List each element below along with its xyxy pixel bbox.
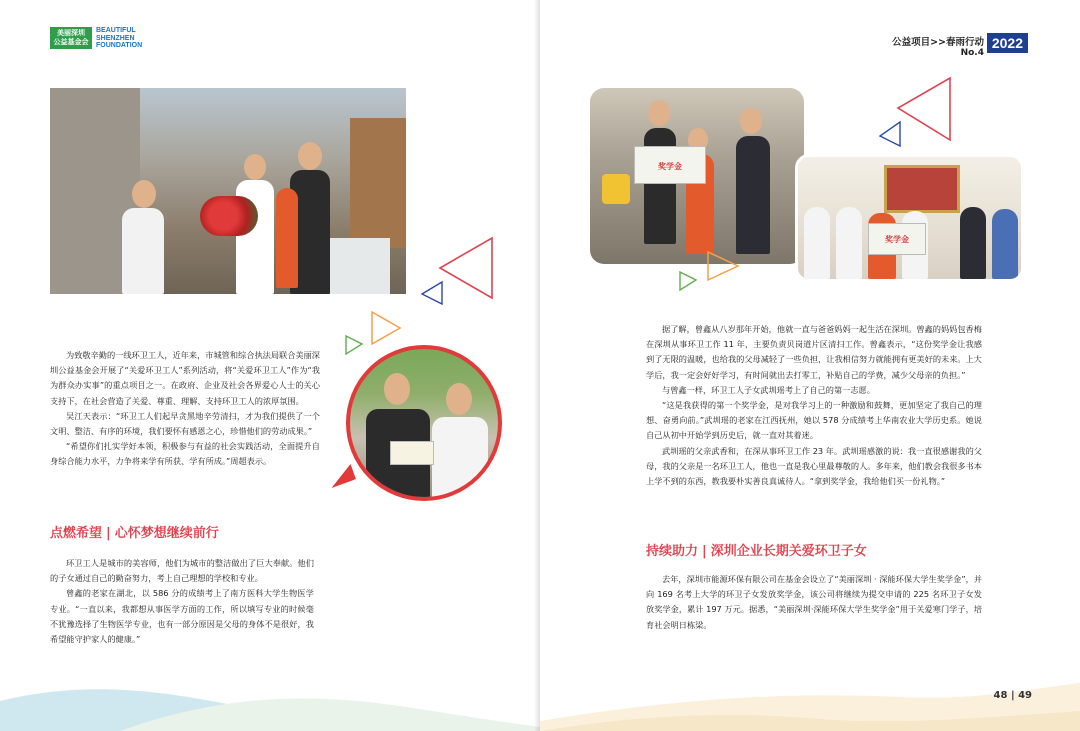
header-breadcrumb [892, 34, 984, 58]
award-board-label: 奖学金 [658, 162, 682, 171]
right-text-block-2 [646, 572, 982, 633]
photo-person [736, 136, 770, 254]
photo-certificate [390, 441, 434, 465]
photo-washing-machine [330, 238, 390, 294]
paragraph: 曾鑫的老家在湖北，以 586 分的成绩考上了南方医科大学生物医学专业。“一直以来，我都想从事医学方面的工作，所以填写专业的时候毫不犹豫选择了生物医学专业，也有一部分原因是父母的身体不是很好，我希望能守护家人的健康。” [50, 588, 314, 645]
foundation-logo [50, 27, 142, 50]
section-title-hope [50, 522, 219, 541]
paragraph: 武圳瑶的父亲武香和，在深从事环卫工作 23 年。武圳瑶感激的说：我一直很感谢我的父母，我的父亲是一名环卫工人，他也一直是我心里最尊敬的人。多年来，他们教会我很多书本上学不到的东西，教我要朴实善良真诚待人。“拿到奖学金，我给他们买一份礼物。” [646, 445, 982, 487]
photo-person [836, 207, 862, 279]
section-title-separator: | [702, 544, 707, 559]
right-text-block-1 [646, 322, 982, 489]
photo-person-head [384, 373, 410, 405]
logo-cn-line2: 公益基金会 [53, 38, 89, 47]
section-title-b: 心怀梦想继续前行 [114, 526, 219, 541]
photo-award-board [868, 223, 926, 255]
logo-badge [50, 27, 92, 49]
photo-person [992, 209, 1018, 279]
left-text-block-2 [50, 556, 314, 647]
paragraph: “这是我获得的第一个奖学金，是对我学习上的一种激励和鼓舞，更加坚定了我自己的理想、奋勇向前。”武圳瑶的老家在江西抚州，她以 578 分成绩考上华南农业大学历史系。她说自己从初中开始学到历史后，就一直对其着迷。 [646, 400, 982, 441]
paragraph: 吴江天表示：“环卫工人们起早贪黑地辛劳清扫，才为我们提供了一个文明、整洁、有序的环境，我们要怀有感恩之心，珍惜他们的劳动成果。” [50, 410, 320, 437]
photo-wall-painting [884, 165, 960, 213]
header-breadcrumb-text: 公益项目>>春雨行动 [892, 37, 984, 48]
photo-person [804, 207, 830, 279]
photo-award-ceremony-street [50, 88, 406, 294]
award-board-label: 奖学金 [885, 235, 909, 244]
photo-family-with-award [590, 88, 804, 264]
photo-person [432, 417, 488, 501]
section-title-a: 点燃希望 [50, 526, 103, 541]
photo-student-with-official [346, 345, 502, 501]
paragraph: 据了解，曾鑫从八岁那年开始，他就一直与爸爸妈妈一起生活在深圳。曾鑫的妈妈包香梅在深圳从事环卫工作 11 年，主要负责贝岗道片区清扫工作。曾鑫表示，“这份奖学金让我感到了无限的温暖，也给我的父母减轻了一些负担，让我相信努力就能拥有更美好的未来。上大学后，我一定会好好学习，有时间就出去打零工，补贴自己的学费，减少父母亲的负担。” [646, 324, 982, 380]
photo-person-head [648, 100, 670, 126]
section-title-support [646, 540, 867, 559]
logo-cn-line1: 美丽深圳 [57, 29, 85, 38]
section-title-b: 深圳企业长期关爱环卫子女 [710, 544, 867, 559]
section-title-separator: | [106, 526, 111, 541]
speech-bubble-tail [326, 464, 356, 488]
photo-person-head [446, 383, 472, 415]
paragraph: 环卫工人是城市的美容师，他们为城市的整洁做出了巨大奉献。他们的子女通过自己的勤奋努力，考上自己理想的学校和专业。 [50, 558, 314, 584]
logo-en-line3: FOUNDATION [96, 42, 143, 49]
paragraph: “希望你们扎实学好本领，积极参与有益的社会实践活动，全面提升自身综合能力水平，力争将来学有所获、学有所成。”周超表示。 [50, 441, 320, 467]
logo-english [96, 27, 142, 50]
triangle-decoration-icon [420, 236, 500, 306]
photo-person-head [244, 154, 266, 180]
header-issue-number: No.4 [960, 48, 984, 58]
left-text-block-1 [50, 348, 320, 470]
photo-person [276, 188, 298, 288]
year-badge: 2022 [987, 33, 1028, 53]
logo-en-line2: SHENZHEN [96, 34, 135, 42]
photo-person [122, 208, 164, 294]
photo-flower-bouquet [200, 196, 258, 236]
page-numbers: 48 | 49 [993, 690, 1032, 701]
triangle-decoration-icon [876, 74, 956, 150]
photo-yellow-chair [602, 174, 630, 204]
logo-en-line1: BEAUTIFUL [96, 27, 136, 34]
paragraph: 为致敬辛勤的一线环卫工人，近年来，市城管和综合执法局联合美丽深圳公益基金会开展了“关爱环卫工人”系列活动，将“关爱环卫工人”作为“我为群众办实事”的重点项目之一。在政府、企业及社会各界爱心人士的关心支持下，在社会营造了关爱、尊重、理解、支持环卫工人的浓厚氛围。 [50, 350, 320, 406]
photo-group-indoor [795, 154, 1024, 282]
bottom-wave-decoration [0, 661, 540, 731]
photo-person-head [740, 108, 762, 134]
photo-award-board [634, 146, 706, 184]
photo-person-head [298, 142, 322, 170]
paragraph: 与曾鑫一样，环卫工人子女武圳瑶考上了自己的第一志愿。 [662, 384, 875, 395]
photo-door [350, 118, 406, 248]
section-title-a: 持续助力 [646, 544, 699, 559]
triangle-decoration-icon [676, 248, 746, 294]
photo-person-head [132, 180, 156, 208]
photo-person [960, 207, 986, 279]
paragraph: 去年，深圳市能源环保有限公司在基金会设立了“美丽深圳 · 深能环保大学生奖学金”，并向 169 名考上大学的环卫子女发放奖学金，该公司将继续为提交申请的 225 名环卫子女发放奖学金，累计 197 万元。据悉，“美丽深圳·深能环保大学生奖学金”用于关爱寒门学子，培育社会明日栋梁。 [646, 574, 982, 630]
